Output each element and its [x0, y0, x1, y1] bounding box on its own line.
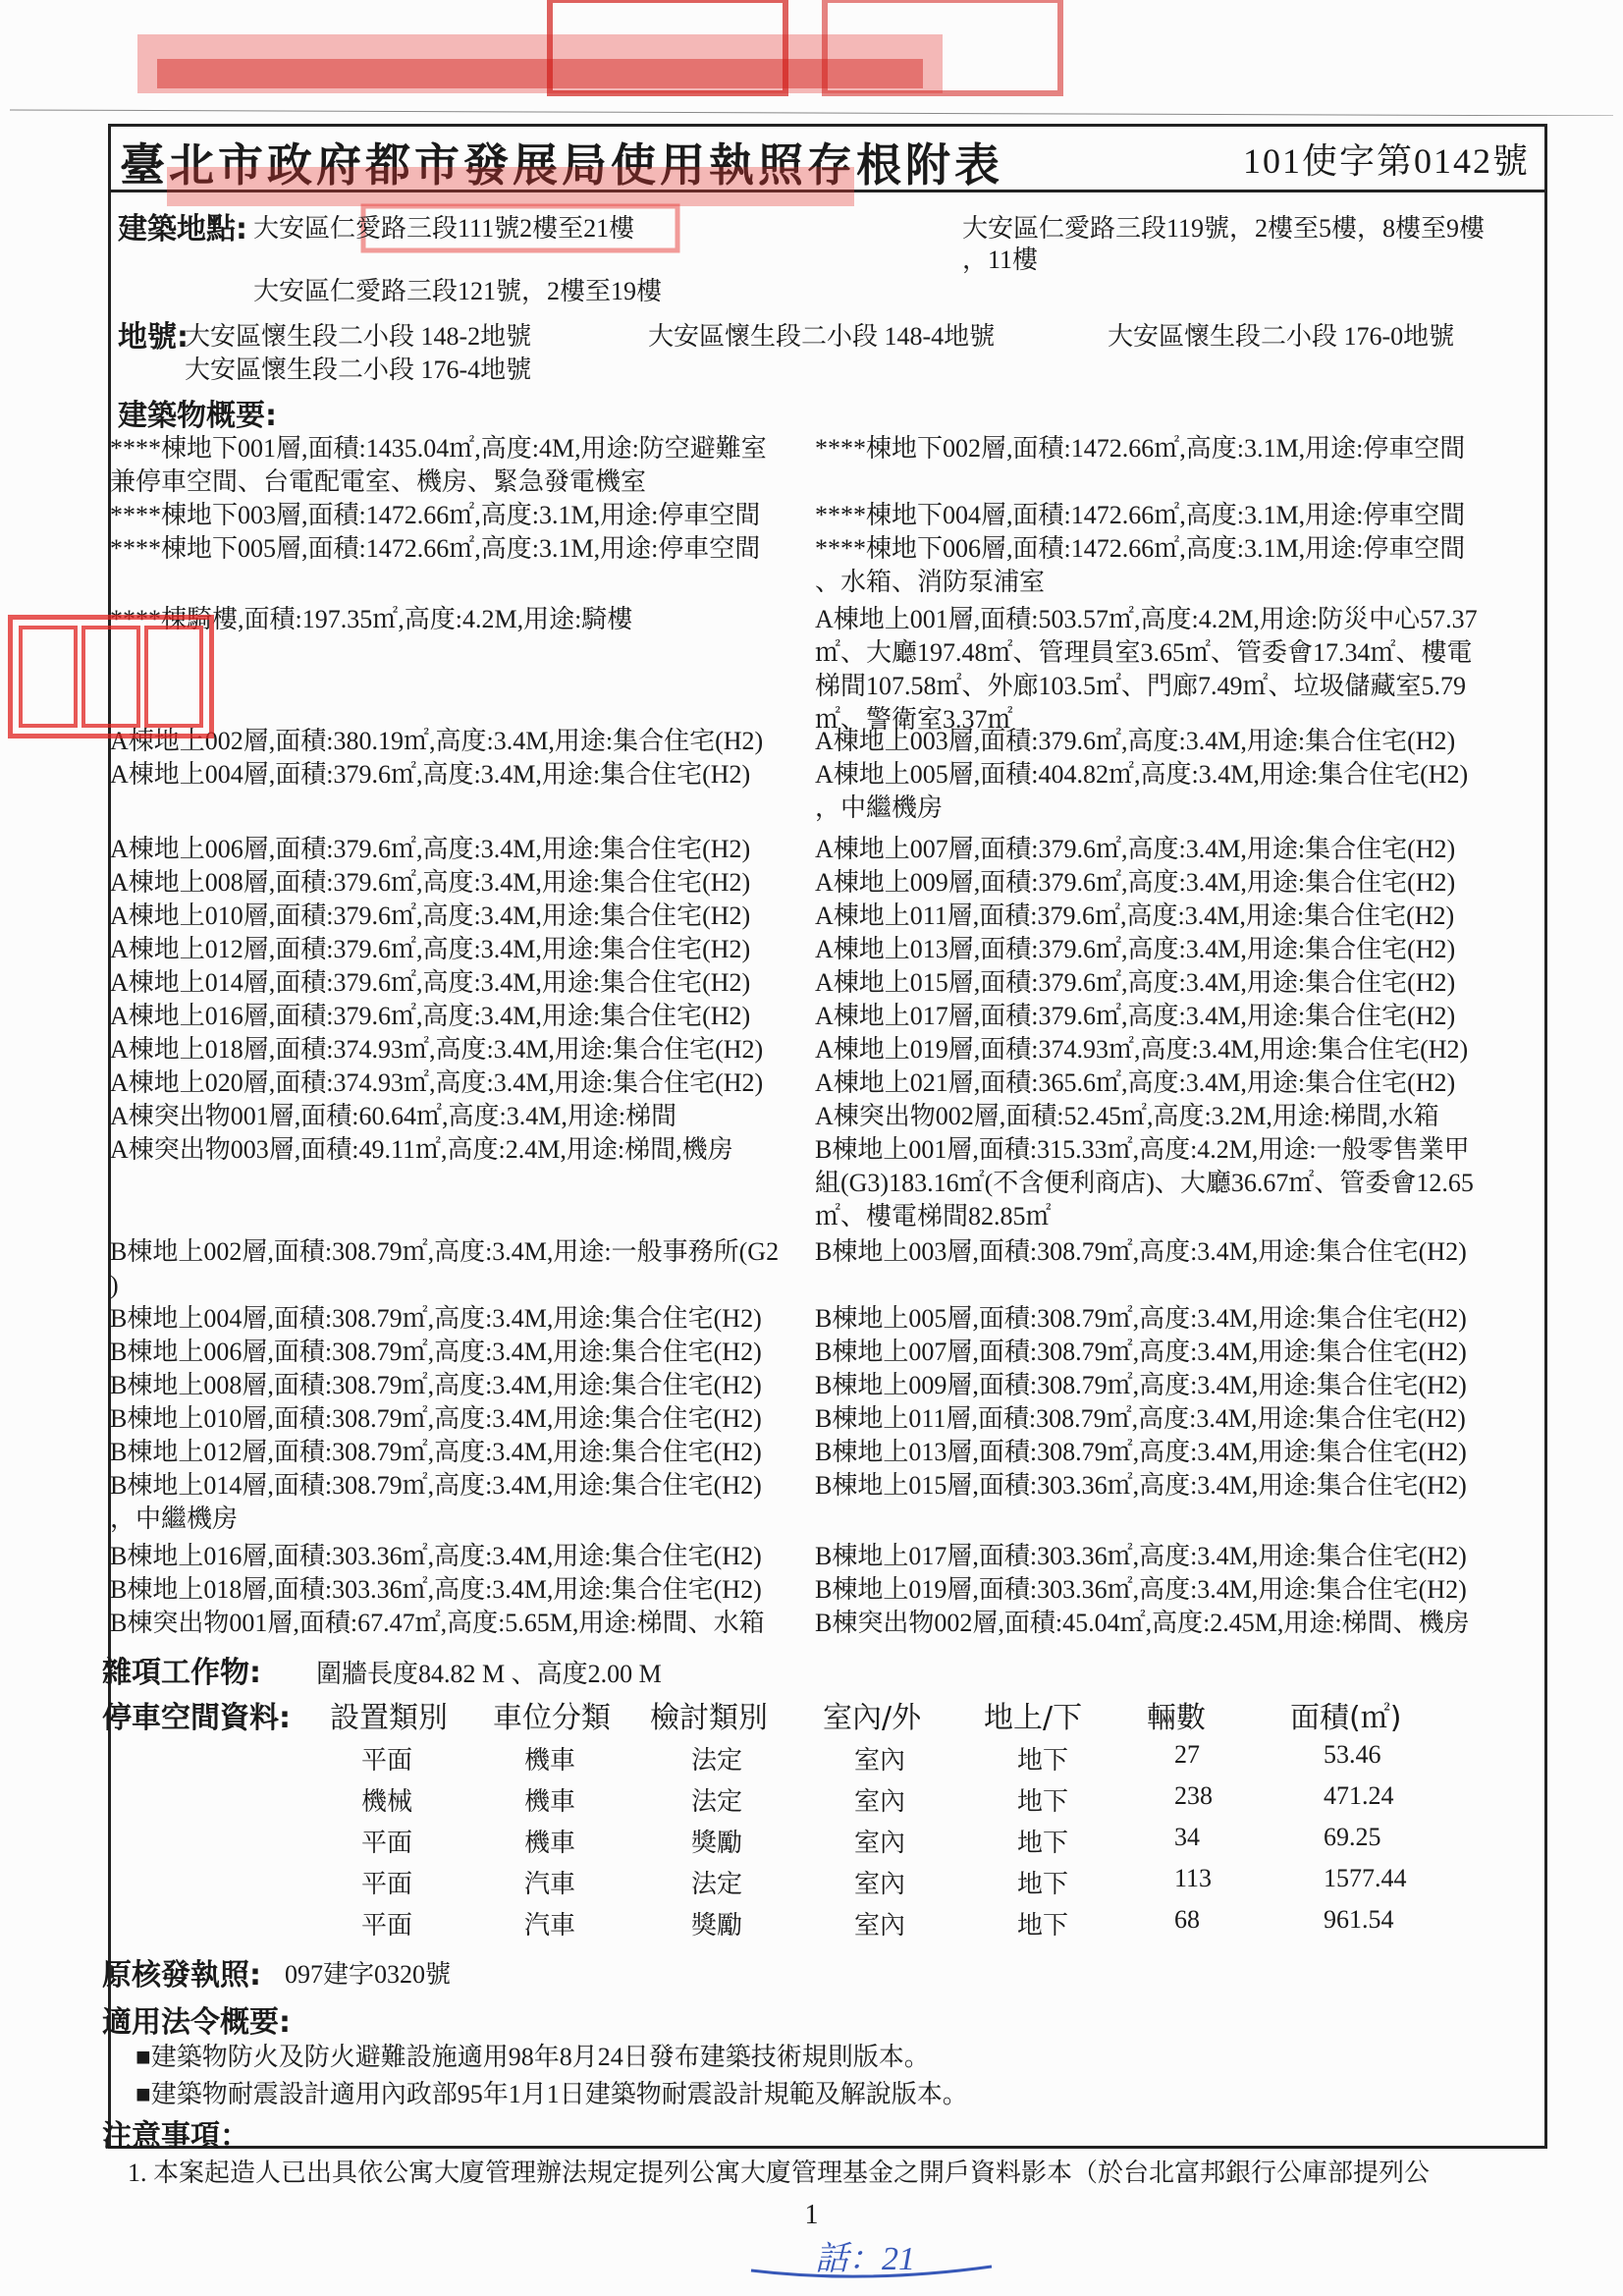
lot-item: 大安區懷生段二小段 176-4地號: [185, 355, 532, 384]
parking-cell: 室內: [854, 1829, 906, 1857]
laws-label: 適用法令概要:: [102, 2005, 291, 2040]
building-entry: B棟地上013層,面積:308.79㎡,高度:3.4M,用途:集合住宅(H2): [815, 1438, 1467, 1466]
building-entry: B棟地上017層,面積:303.36㎡,高度:3.4M,用途:集合住宅(H2): [815, 1542, 1467, 1570]
building-entry: ㎡、樓電梯間82.85㎡: [815, 1202, 1052, 1230]
blue-handwritten-mark: 話：21: [746, 2227, 1001, 2282]
parking-cell: 1577.44: [1324, 1864, 1407, 1892]
building-entry: A棟地上007層,面積:379.6㎡,高度:3.4M,用途:集合住宅(H2): [815, 835, 1456, 863]
top-stamp-smudge: [0, 0, 1623, 116]
building-entry: B棟地上004層,面積:308.79㎡,高度:3.4M,用途:集合住宅(H2): [110, 1304, 762, 1333]
parking-cell: 法定: [691, 1787, 743, 1816]
building-entry: ****棟騎樓,面積:197.35㎡,高度:4.2M,用途:騎樓: [110, 605, 633, 633]
notes-label: 注意事項：: [102, 2119, 249, 2154]
building-entry: ，中繼機房: [815, 793, 944, 822]
parking-cell: 地下: [1017, 1787, 1069, 1816]
parking-cell: 機車: [524, 1829, 576, 1857]
parking-cell: 室內: [854, 1870, 906, 1898]
building-entry: ****棟地下005層,面積:1472.66㎡,高度:3.1M,用途:停車空間: [110, 534, 761, 563]
address-line-1: 大安區仁愛路三段111號2樓至21樓: [253, 214, 635, 243]
page-number: 1: [804, 2200, 819, 2230]
building-entry: B棟地上018層,面積:303.36㎡,高度:3.4M,用途:集合住宅(H2): [110, 1575, 762, 1604]
building-entry: A棟地上003層,面積:379.6㎡,高度:3.4M,用途:集合住宅(H2): [815, 727, 1456, 755]
parking-cell: 961.54: [1324, 1905, 1394, 1934]
address-label: 建築地點:: [118, 212, 247, 246]
parking-column-header: 車位分類: [493, 1701, 611, 1735]
building-entry: B棟地上005層,面積:308.79㎡,高度:3.4M,用途:集合住宅(H2): [815, 1304, 1467, 1333]
original-permit-label: 原核發執照:: [102, 1958, 261, 1993]
building-entry: B棟地上007層,面積:308.79㎡,高度:3.4M,用途:集合住宅(H2): [815, 1338, 1467, 1366]
parking-cell: 地下: [1017, 1746, 1069, 1775]
parking-cell: 室內: [854, 1787, 906, 1816]
building-entry: B棟地上014層,面積:308.79㎡,高度:3.4M,用途:集合住宅(H2): [110, 1471, 762, 1500]
lot-item: 大安區懷生段二小段 148-4地號: [648, 322, 996, 351]
side-red-stamp: [8, 615, 214, 738]
building-entry: B棟地上009層,面積:308.79㎡,高度:3.4M,用途:集合住宅(H2): [815, 1371, 1467, 1399]
building-entry: A棟地上006層,面積:379.6㎡,高度:3.4M,用途:集合住宅(H2): [110, 835, 751, 863]
building-entry: B棟地上011層,面積:308.79㎡,高度:3.4M,用途:集合住宅(H2): [815, 1404, 1466, 1433]
parking-cell: 室內: [854, 1746, 906, 1775]
building-entry: 、水箱、消防泵浦室: [815, 568, 1046, 596]
parking-cell: 汽車: [524, 1911, 576, 1940]
building-entry: B棟地上016層,面積:303.36㎡,高度:3.4M,用途:集合住宅(H2): [110, 1542, 762, 1570]
building-entry: ****棟地下003層,面積:1472.66㎡,高度:3.1M,用途:停車空間: [110, 501, 761, 529]
building-entry: 兼停車空間、台電配電室、機房、緊急發電機室: [110, 467, 647, 496]
building-entry: B棟地上003層,面積:308.79㎡,高度:3.4M,用途:集合住宅(H2): [815, 1237, 1467, 1266]
address-line-2: 大安區仁愛路三段121號，2樓至19樓: [253, 277, 663, 305]
building-entry: B棟地上001層,面積:315.33㎡,高度:4.2M,用途:一般零售業甲: [815, 1135, 1470, 1164]
address-right-b: ，11樓: [962, 246, 1039, 274]
note-item: 1. 本案起造人已出具依公寓大廈管理辦法規定提列公寓大廈管理基金之開戶資料影本（於台北富邦銀行公庫部提列公: [128, 2159, 1431, 2187]
building-entry: B棟地上019層,面積:303.36㎡,高度:3.4M,用途:集合住宅(H2): [815, 1575, 1467, 1604]
building-entry: ****棟地下001層,面積:1435.04㎡,高度:4M,用途:防空避難室: [110, 434, 767, 463]
parking-cell: 34: [1174, 1823, 1200, 1851]
parking-column-header: 地上/下: [984, 1701, 1083, 1735]
lot-item: 大安區懷生段二小段 176-0地號: [1108, 322, 1455, 351]
building-entry: A棟地上005層,面積:404.82㎡,高度:3.4M,用途:集合住宅(H2): [815, 760, 1469, 789]
parking-cell: 平面: [361, 1746, 413, 1775]
building-entry: ****棟地下004層,面積:1472.66㎡,高度:3.1M,用途:停車空間: [815, 501, 1466, 529]
original-permit-value: 097建字0320號: [285, 1960, 452, 1989]
parking-cell: 平面: [361, 1870, 413, 1898]
parking-column-header: 檢討類別: [650, 1701, 768, 1735]
parking-cell: 53.46: [1324, 1740, 1381, 1769]
page-title: 臺北市政府都市發展局使用執照存根附表: [120, 140, 1003, 191]
address-right-a: 大安區仁愛路三段119號，2樓至5樓，8樓至9樓: [962, 214, 1486, 243]
building-entry: ****棟地下006層,面積:1472.66㎡,高度:3.1M,用途:停車空間: [815, 534, 1466, 563]
building-entry: B棟地上010層,面積:308.79㎡,高度:3.4M,用途:集合住宅(H2): [110, 1404, 762, 1433]
building-entry: A棟地上008層,面積:379.6㎡,高度:3.4M,用途:集合住宅(H2): [110, 868, 751, 897]
building-entry: A棟突出物003層,面積:49.11㎡,高度:2.4M,用途:梯間,機房: [110, 1135, 733, 1164]
parking-cell: 238: [1174, 1781, 1213, 1810]
building-entry: A棟地上012層,面積:379.6㎡,高度:3.4M,用途:集合住宅(H2): [110, 935, 751, 963]
law-item: ■建築物防火及防火避難設施適用98年8月24日發布建築技術規則版本。: [135, 2043, 930, 2071]
building-entry: A棟地上018層,面積:374.93㎡,高度:3.4M,用途:集合住宅(H2): [110, 1035, 764, 1064]
building-entry: ，中繼機房: [110, 1504, 239, 1533]
building-entry: A棟地上001層,面積:503.57㎡,高度:4.2M,用途:防災中心57.37: [815, 605, 1478, 633]
parking-cell: 獎勵: [691, 1829, 743, 1857]
building-entry: A棟突出物001層,面積:60.64㎡,高度:3.4M,用途:梯間: [110, 1102, 677, 1130]
parking-label: 停車空間資料:: [102, 1701, 291, 1735]
parking-cell: 68: [1174, 1905, 1200, 1934]
parking-column-header: 輛數: [1147, 1701, 1206, 1735]
building-entry: B棟地上006層,面積:308.79㎡,高度:3.4M,用途:集合住宅(H2): [110, 1338, 762, 1366]
law-item: ■建築物耐震設計適用內政部95年1月1日建築物耐震設計規範及解說版本。: [135, 2080, 968, 2108]
building-entry: B棟地上002層,面積:308.79㎡,高度:3.4M,用途:一般事務所(G2: [110, 1237, 780, 1266]
parking-cell: 471.24: [1324, 1781, 1394, 1810]
parking-cell: 地下: [1017, 1829, 1069, 1857]
parking-cell: 汽車: [524, 1870, 576, 1898]
building-entry: ㎡、警衛室3.37㎡: [815, 705, 1013, 734]
building-entry: 組(G3)183.16㎡(不含便利商店)、大廳36.67㎡、管委會12.65: [815, 1169, 1474, 1197]
parking-cell: 地下: [1017, 1870, 1069, 1898]
building-entry: B棟地上015層,面積:303.36㎡,高度:3.4M,用途:集合住宅(H2): [815, 1471, 1467, 1500]
parking-cell: 機車: [524, 1746, 576, 1775]
building-entry: A棟地上004層,面積:379.6㎡,高度:3.4M,用途:集合住宅(H2): [110, 760, 751, 789]
building-entry: ****棟地下002層,面積:1472.66㎡,高度:3.1M,用途:停車空間: [815, 434, 1466, 463]
parking-cell: 機車: [524, 1787, 576, 1816]
building-entry: ): [110, 1271, 119, 1299]
parking-cell: 地下: [1017, 1911, 1069, 1940]
building-entry: A棟地上002層,面積:380.19㎡,高度:3.4M,用途:集合住宅(H2): [110, 727, 764, 755]
building-entry: A棟突出物002層,面積:52.45㎡,高度:3.2M,用途:梯間,水箱: [815, 1102, 1439, 1130]
building-entry: A棟地上019層,面積:374.93㎡,高度:3.4M,用途:集合住宅(H2): [815, 1035, 1469, 1064]
building-summary-label: 建築物概要:: [118, 399, 277, 433]
building-entry: B棟突出物002層,面積:45.04㎡,高度:2.45M,用途:梯間、機房: [815, 1609, 1470, 1637]
parking-cell: 法定: [691, 1746, 743, 1775]
misc-works-label: 雜項工作物:: [102, 1656, 261, 1690]
parking-column-header: 面積(㎡): [1290, 1701, 1402, 1735]
parking-cell: 室內: [854, 1911, 906, 1940]
building-entry: B棟突出物001層,面積:67.47㎡,高度:5.65M,用途:梯間、水箱: [110, 1609, 765, 1637]
parking-cell: 27: [1174, 1740, 1200, 1769]
parking-cell: 69.25: [1324, 1823, 1381, 1851]
parking-column-header: 室內/外: [823, 1701, 922, 1735]
building-entry: ㎡、大廳197.48㎡、管理員室3.65㎡、管委會17.34㎡、樓電: [815, 638, 1473, 667]
building-entry: A棟地上017層,面積:379.6㎡,高度:3.4M,用途:集合住宅(H2): [815, 1002, 1456, 1030]
lot-label: 地號:: [118, 320, 189, 355]
parking-cell: 113: [1174, 1864, 1213, 1892]
permit-number: 101使字第0142號: [1242, 141, 1530, 181]
building-entry: A棟地上009層,面積:379.6㎡,高度:3.4M,用途:集合住宅(H2): [815, 868, 1456, 897]
building-entry: 梯間107.58㎡、外廊103.5㎡、門廊7.49㎡、垃圾儲藏室5.79: [815, 672, 1467, 700]
parking-column-header: 設置類別: [330, 1701, 448, 1735]
building-entry: A棟地上013層,面積:379.6㎡,高度:3.4M,用途:集合住宅(H2): [815, 935, 1456, 963]
building-entry: A棟地上015層,面積:379.6㎡,高度:3.4M,用途:集合住宅(H2): [815, 968, 1456, 997]
parking-cell: 機械: [361, 1787, 413, 1816]
misc-works-value: 圍牆長度84.82 M 、高度2.00 M: [316, 1660, 662, 1688]
building-entry: A棟地上021層,面積:365.6㎡,高度:3.4M,用途:集合住宅(H2): [815, 1068, 1456, 1097]
building-entry: A棟地上020層,面積:374.93㎡,高度:3.4M,用途:集合住宅(H2): [110, 1068, 764, 1097]
building-entry: A棟地上010層,面積:379.6㎡,高度:3.4M,用途:集合住宅(H2): [110, 902, 751, 930]
parking-cell: 平面: [361, 1911, 413, 1940]
parking-cell: 獎勵: [691, 1911, 743, 1940]
parking-cell: 平面: [361, 1829, 413, 1857]
building-entry: B棟地上012層,面積:308.79㎡,高度:3.4M,用途:集合住宅(H2): [110, 1438, 762, 1466]
building-entry: B棟地上008層,面積:308.79㎡,高度:3.4M,用途:集合住宅(H2): [110, 1371, 762, 1399]
parking-cell: 法定: [691, 1870, 743, 1898]
building-entry: A棟地上011層,面積:379.6㎡,高度:3.4M,用途:集合住宅(H2): [815, 902, 1455, 930]
building-entry: A棟地上016層,面積:379.6㎡,高度:3.4M,用途:集合住宅(H2): [110, 1002, 751, 1030]
building-entry: A棟地上014層,面積:379.6㎡,高度:3.4M,用途:集合住宅(H2): [110, 968, 751, 997]
lot-item: 大安區懷生段二小段 148-2地號: [185, 322, 532, 351]
